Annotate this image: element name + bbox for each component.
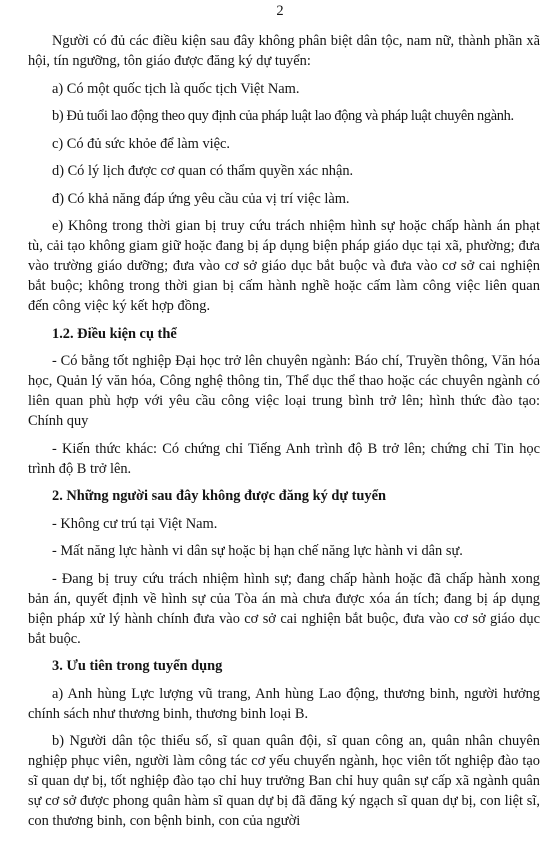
section-heading-2: 2. Những người sau đây không được đăng ký dự tuyển xyxy=(52,488,387,504)
priority-a: a) Anh hùng Lực lượng vũ trang, Anh hùng Lao động, thương binh, người hưởng chính sách như thương binh, thương binh loại B. xyxy=(28,685,540,722)
document-body xyxy=(28,31,540,839)
exclusion-criminal: - Đang bị truy cứu trách nhiệm hình sự; đang chấp hành hoặc đã chấp hành xong bản án, quyết định về hình sự của Tòa án mà chưa được xóa án tích; đang bị áp dụng biện pháp xử lý hành chính đưa vào cơ sở cai nghiện bắt buộc, đưa vào cơ sở giáo dục bắt buộc. xyxy=(28,570,540,647)
priority-b: b) Người dân tộc thiểu số, sĩ quan quân đội, sĩ quan công an, quân nhân chuyên nghiệp phục viên, người làm công tác cơ yếu chuyển ngành, học viên tốt nghiệp đào tạo sĩ quan dự bị, tốt nghiệp đào tạo chỉ huy trưởng Ban chỉ huy quân sự cấp xã ngành quân sự cơ sở được phong quân hàm sĩ quan dự bị đã đăng ký ngạch sĩ quan dự bị, con liệt sĩ, con thương binh, con bệnh binh, con của người xyxy=(28,733,540,829)
condition-c: c) Có đủ sức khỏe để làm việc. xyxy=(52,135,231,152)
page-number: 2 xyxy=(276,3,284,19)
section-heading-3: 3. Ưu tiên trong tuyển dụng xyxy=(52,658,223,674)
condition-e: e) Không trong thời gian bị truy cứu trách nhiệm hình sự hoặc chấp hành án phạt tù, cải tạo không giam giữ hoặc đang bị áp dụng biện pháp giáo dục tại xã, phường; đưa vào trường giáo dưỡng; đưa vào cơ sở giáo dục bắt buộc và đưa vào cơ sở cai nghiện bắt buộc; không trong thời gian bị cấm hành nghề hoặc cấm làm công việc liên quan đến công việc ký kết hợp đồng. xyxy=(28,218,540,314)
other-knowledge: - Kiến thức khác: Có chứng chỉ Tiếng Anh trình độ B trở lên; chứng chỉ Tin học trình độ B trở lên. xyxy=(28,440,540,477)
condition-dd: đ) Có khả năng đáp ứng yêu cầu của vị trí việc làm. xyxy=(52,190,350,207)
condition-d: d) Có lý lịch được cơ quan có thẩm quyền xác nhận. xyxy=(52,163,354,179)
exclusion-capacity: - Mất năng lực hành vi dân sự hoặc bị hạn chế năng lực hành vi dân sự. xyxy=(52,543,463,559)
section-heading-1-2: 1.2. Điều kiện cụ thể xyxy=(52,325,177,342)
exclusion-residence: - Không cư trú tại Việt Nam. xyxy=(52,515,218,532)
condition-a: a) Có một quốc tịch là quốc tịch Việt Nam. xyxy=(52,80,300,97)
eligibility-intro: Người có đủ các điều kiện sau đây không phân biệt dân tộc, nam nữ, thành phần xã hội, tín ngưỡng, tôn giáo được đăng ký dự tuyển: xyxy=(28,33,540,69)
condition-b: b) Đủ tuổi lao động theo quy định của pháp luật lao động và pháp luật chuyên ngành. xyxy=(52,108,514,124)
degree-requirement: - Có bằng tốt nghiệp Đại học trở lên chuyên ngành: Báo chí, Truyền thông, Văn hóa học, Quản lý văn hóa, Công nghệ thông tin, Thể dục thể thao hoặc các chuyên ngành có liên quan phù hợp với yêu cầu công việc loại trung bình trở lên; hình thức đào tạo: Chính quy xyxy=(28,353,540,429)
